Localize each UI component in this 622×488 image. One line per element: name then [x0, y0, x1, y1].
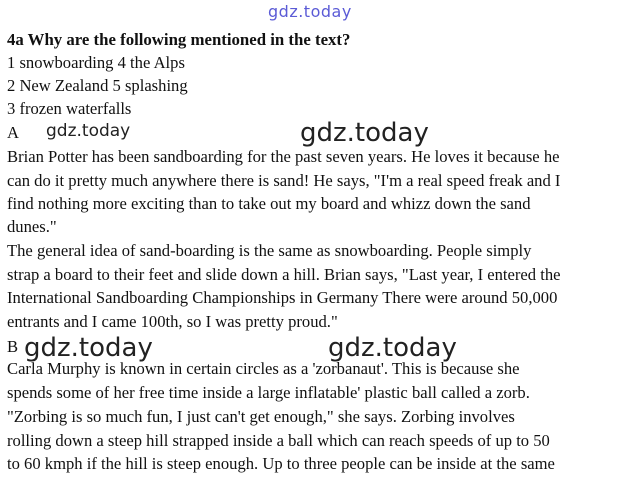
section-a-label: A — [7, 123, 19, 142]
watermark-a-large: gdz.today — [300, 118, 429, 148]
watermark-a-small: gdz.today — [46, 121, 131, 141]
section-b-line: "Zorbing is so much fun, I just can't get enough," she says. Zorbing involves — [7, 407, 515, 426]
section-a-line: find nothing more exciting than to take out my board and whizz down the sand — [7, 194, 531, 213]
watermark-top: gdz.today — [268, 2, 352, 21]
section-b-line: to 60 kmph if the hill is steep enough. Up to three people can be inside at the same — [7, 454, 555, 473]
section-b-line: rolling down a steep hill strapped inside a ball which can reach speeds of up to 50 — [7, 431, 550, 450]
section-a-line: The general idea of sand-boarding is the same as snowboarding. People simply — [7, 241, 532, 260]
exercise-item: 3 frozen waterfalls — [7, 99, 132, 118]
section-a-line: dunes." — [7, 217, 57, 236]
section-a-line: can do it pretty much anywhere there is sand! He says, "I'm a real speed freak and I — [7, 171, 561, 190]
section-a-line: International Sandboarding Championships in Germany There were around 50,000 — [7, 288, 558, 307]
section-a-line: entrants and I came 100th, so I was pretty proud." — [7, 312, 338, 331]
section-a-line: strap a board to their feet and slide down a hill. Brian says, "Last year, I entered the — [7, 265, 561, 284]
watermark-b-right: gdz.today — [328, 333, 457, 363]
section-a-line: Brian Potter has been sandboarding for the past seven years. He loves it because he — [7, 147, 560, 166]
watermark-b-left: gdz.today — [24, 333, 153, 363]
exercise-heading: 4a Why are the following mentioned in the text? — [7, 30, 351, 49]
exercise-item: 1 snowboarding 4 the Alps — [7, 53, 185, 72]
exercise-item: 2 New Zealand 5 splashing — [7, 76, 188, 95]
section-b-line: Carla Murphy is known in certain circles as a 'zorbanaut'. This is because she — [7, 359, 520, 378]
section-b-line: spends some of her free time inside a large inflatable' plastic ball called a zorb. — [7, 383, 530, 402]
section-b-label: B — [7, 337, 19, 356]
